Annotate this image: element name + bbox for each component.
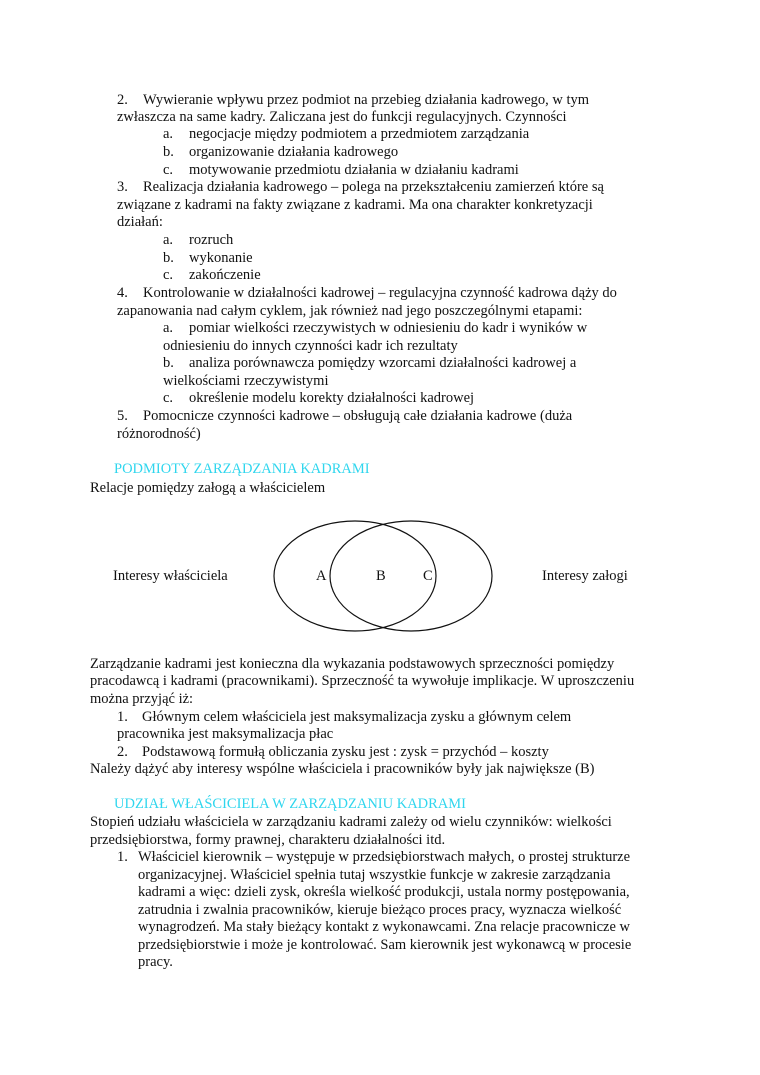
sub-item: wielkościami rzeczywistymi xyxy=(163,373,329,389)
sub-letter: a. xyxy=(163,126,174,142)
list-item-text: Głównym celem właściciela jest maksymalizacja zysku a głównym celem xyxy=(142,709,572,725)
list-number: 4. xyxy=(117,285,128,301)
section-heading: UDZIAŁ WŁAŚCICIELA W ZARZĄDZANIU KADRAMI xyxy=(114,796,467,812)
list-item-text: związane z kadrami na fakty związane z kadrami. Ma ona charakter konkretyzacji xyxy=(117,197,593,213)
sub-letter: c. xyxy=(163,162,174,178)
sub-item: motywowanie przedmiotu działania w działaniu kadrami xyxy=(189,162,519,178)
paragraph-line: przedsiębiorstwa, formy prawnej, charakteru działalności itd. xyxy=(90,832,446,848)
list-number: 1. xyxy=(117,849,128,865)
list-item-text: pracy. xyxy=(138,954,173,970)
list-item-text: organizacyjnej. Właściciel spełnia tutaj wszystkie funkcje w zakresie zarządzania xyxy=(138,867,611,883)
list-item-text: Właściciel kierownik – występuje w przedsiębiorstwach małych, o prostej strukturze xyxy=(138,849,631,865)
list-item-text: kadrami a więc: dzieli zysk, określa wielkość produkcji, ustala normy postępowania, xyxy=(138,884,630,900)
sub-item: pomiar wielkości rzeczywistych w odniesieniu do kadr i wyników w xyxy=(189,320,588,336)
list-item-text: zapanowania nad całym cyklem, jak również nad jego poszczególnymi etapami: xyxy=(117,303,583,319)
sub-letter: b. xyxy=(163,250,174,266)
venn-left-label: Interesy właściciela xyxy=(113,568,228,584)
list-item-text: Wywieranie wpływu przez podmiot na przebieg działania kadrowego, w tym xyxy=(143,92,590,108)
list-item-text: Podstawową formułą obliczania zysku jest : zysk = przychód – koszty xyxy=(142,744,549,760)
venn-circle-owner xyxy=(274,521,436,631)
sub-item: zakończenie xyxy=(189,267,261,283)
sub-letter: a. xyxy=(163,320,174,336)
paragraph-line: Zarządzanie kadrami jest konieczna dla wykazania podstawowych sprzeczności pomiędzy xyxy=(90,656,615,672)
venn-label-c: C xyxy=(423,568,433,584)
list-number: 2. xyxy=(117,92,128,108)
list-number: 1. xyxy=(117,709,128,725)
list-item-text: przedsiębiorstwie i może je kontrolować. Sam kierownik jest wykonawcą w procesie xyxy=(138,937,632,953)
sub-item: rozruch xyxy=(189,232,234,248)
list-number: 3. xyxy=(117,179,128,195)
section-subtitle: Relacje pomiędzy załogą a właścicielem xyxy=(90,480,326,496)
sub-letter: b. xyxy=(163,144,174,160)
sub-item: wykonanie xyxy=(189,250,253,266)
list-item-text: działań: xyxy=(117,214,163,230)
venn-right-label: Interesy załogi xyxy=(542,568,628,584)
list-item-text: zwłaszcza na same kadry. Zaliczana jest do funkcji regulacyjnych. Czynności xyxy=(117,109,567,125)
sub-letter: a. xyxy=(163,232,174,248)
list-number: 2. xyxy=(117,744,128,760)
section-heading: PODMIOTY ZARZĄDZANIA KADRAMI xyxy=(114,461,370,477)
list-item-text: Realizacja działania kadrowego – polega na przekształceniu zamierzeń które są xyxy=(143,179,604,195)
paragraph-line: można przyjąć iż: xyxy=(90,691,194,707)
list-item-text: wynagrodzeń. Ma stały bieżący kontakt z wykonawcami. Zna relacje pracownicze w xyxy=(138,919,630,935)
list-number: 5. xyxy=(117,408,128,424)
list-item-text: Kontrolowanie w działalności kadrowej – regulacyjna czynność kadrowa dąży do xyxy=(143,285,617,301)
sub-letter: b. xyxy=(163,355,174,371)
sub-letter: c. xyxy=(163,267,174,283)
sub-item: organizowanie działania kadrowego xyxy=(189,144,399,160)
sub-letter: c. xyxy=(163,390,174,406)
sub-item: odniesieniu do innych czynności kadr ich rezultaty xyxy=(163,338,458,354)
paragraph-line: Stopień udziału właściciela w zarządzaniu kadrami zależy od wielu czynników: wielkości xyxy=(90,814,612,830)
paragraph-line: Należy dążyć aby interesy wspólne właściciela i pracowników były jak największe (B) xyxy=(90,761,595,777)
sub-item: określenie modelu korekty działalności kadrowej xyxy=(189,390,475,406)
list-item-text: zatrudnia i zwalnia pracowników, kieruje bieżąco proces pracy, wyznacza wielkość xyxy=(138,902,622,918)
venn-label-b: B xyxy=(376,568,386,584)
list-item-text: różnorodność) xyxy=(117,426,201,442)
venn-label-a: A xyxy=(316,568,327,584)
list-item-text: pracownika jest maksymalizacja płac xyxy=(117,726,334,742)
paragraph-line: pracodawcą i kadrami (pracownikami). Sprzeczność ta wywołuje implikacje. W uproszczeniu xyxy=(90,673,635,689)
venn-circle-staff xyxy=(330,521,492,631)
list-item-text: Pomocnicze czynności kadrowe – obsługują całe działania kadrowe (duża xyxy=(143,408,573,424)
sub-item: analiza porównawcza pomiędzy wzorcami działalności kadrowej a xyxy=(189,355,577,371)
sub-item: negocjacje między podmiotem a przedmiotem zarządzania xyxy=(189,126,530,142)
